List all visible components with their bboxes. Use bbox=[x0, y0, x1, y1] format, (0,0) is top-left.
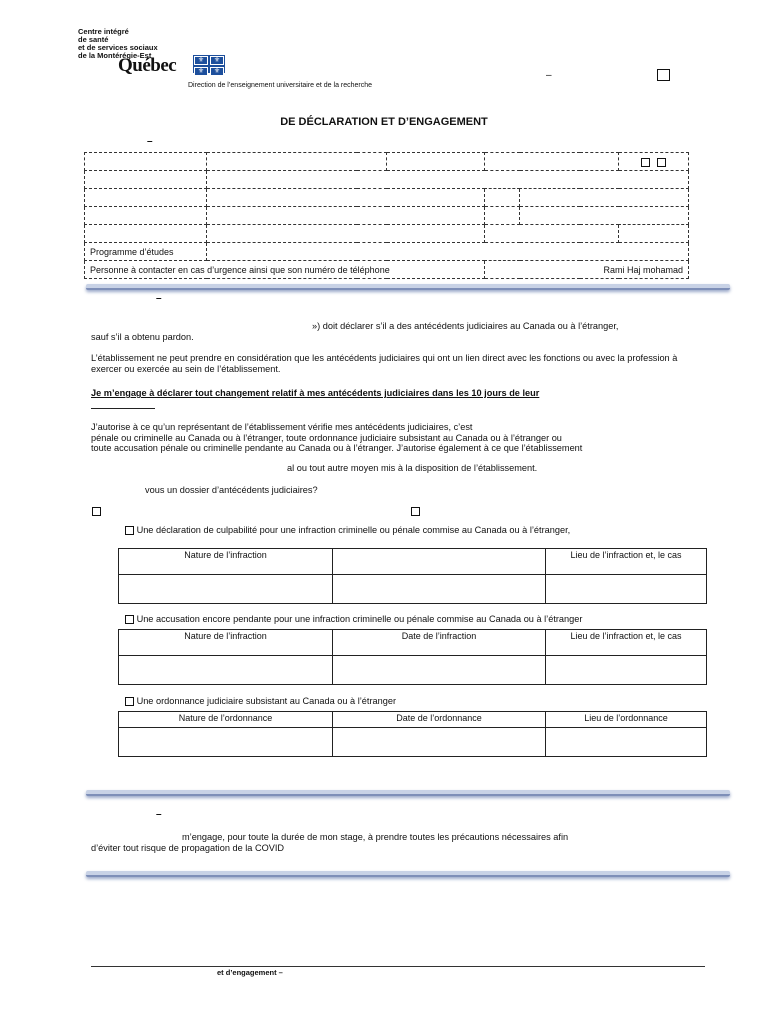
option-checkbox[interactable] bbox=[125, 615, 134, 624]
option-checkbox[interactable] bbox=[125, 526, 134, 535]
option-checkbox[interactable] bbox=[657, 158, 666, 167]
info-cell[interactable] bbox=[207, 207, 485, 225]
student-info-table bbox=[84, 152, 689, 279]
table-cell[interactable] bbox=[119, 575, 333, 604]
option-checkbox[interactable] bbox=[125, 697, 134, 706]
paragraph-text: pénale ou criminelle au Canada ou à l’étranger, toute ordonnance judiciaire subsistant au Canada ou à l’étranger ou bbox=[91, 433, 562, 443]
info-cell[interactable] bbox=[485, 153, 619, 171]
paragraph-text: d’éviter tout risque de propagation de la COVID bbox=[91, 843, 285, 853]
table-cell[interactable] bbox=[119, 656, 333, 685]
section-divider bbox=[86, 790, 730, 796]
info-cell[interactable] bbox=[85, 189, 207, 207]
column-header: Date de l’infraction bbox=[333, 630, 546, 656]
urgence-label: Personne à contacter en cas d’urgence ainsi que son numéro de téléphone bbox=[85, 261, 485, 279]
option-row bbox=[125, 614, 725, 625]
table-cell[interactable] bbox=[546, 728, 707, 757]
section-divider bbox=[86, 871, 730, 877]
option-row bbox=[125, 696, 725, 707]
column-header: Lieu de l’infraction et, le cas bbox=[546, 549, 707, 575]
section2-dash: – bbox=[156, 293, 162, 304]
info-cell[interactable] bbox=[85, 207, 207, 225]
section-divider bbox=[86, 284, 730, 290]
info-cell[interactable] bbox=[207, 153, 387, 171]
programme-field[interactable] bbox=[207, 243, 689, 261]
org-line: Centre intégré bbox=[78, 27, 129, 36]
quebec-flag-icon: ⚜ ⚜ ⚜ ⚜ bbox=[193, 55, 225, 73]
option-label: Une accusation encore pendante pour une infraction criminelle ou pénale commise au Canada ou à l’étranger bbox=[136, 614, 583, 624]
column-header: Date de l’ordonnance bbox=[333, 712, 546, 728]
table-cell[interactable] bbox=[333, 728, 546, 757]
org-line: et de services sociaux bbox=[78, 43, 158, 52]
column-header: Nature de l’ordonnance bbox=[119, 712, 333, 728]
paragraph-text: toute accusation pénale ou criminelle pendante au Canada ou à l’étranger. J’autorise également à ce que l’établissement bbox=[91, 443, 583, 453]
answer-checkbox[interactable] bbox=[411, 507, 420, 516]
info-cell-checkboxes bbox=[619, 153, 689, 171]
paragraph-text: al ou tout autre moyen mis à la disposition de l’établissement. bbox=[287, 463, 538, 473]
info-cell[interactable] bbox=[85, 225, 207, 243]
column-header: Nature de l’infraction bbox=[119, 549, 333, 575]
underline-blank bbox=[91, 408, 155, 409]
info-cell[interactable] bbox=[520, 207, 689, 225]
info-cell[interactable] bbox=[520, 189, 689, 207]
info-cell[interactable] bbox=[85, 153, 207, 171]
paragraph-text: ») doit déclarer s’il a des antécédents judiciaires au Canada ou à l’étranger, bbox=[312, 321, 619, 331]
table-cell[interactable] bbox=[546, 656, 707, 685]
section3-dash: – bbox=[156, 809, 162, 820]
footer-rule bbox=[91, 966, 705, 967]
info-cell[interactable] bbox=[85, 171, 207, 189]
info-cell[interactable] bbox=[485, 189, 520, 207]
page-title: DE DÉCLARATION ET D’ENGAGEMENT bbox=[280, 116, 488, 128]
infraction-table-2 bbox=[118, 629, 707, 685]
column-header: Nature de l’infraction bbox=[119, 630, 333, 656]
header-checkbox[interactable] bbox=[657, 69, 670, 81]
header-dash: – bbox=[546, 70, 552, 81]
ordonnance-table bbox=[118, 711, 707, 757]
quebec-wordmark: Québec bbox=[118, 55, 177, 76]
paragraph-text: J’autorise à ce qu’un représentant de l’établissement vérifie mes antécédents judiciaires, c’est bbox=[91, 422, 473, 432]
paragraph-text: sauf s’il a obtenu pardon. bbox=[91, 332, 194, 342]
table-cell[interactable] bbox=[333, 575, 546, 604]
org-line: de santé bbox=[78, 35, 109, 44]
urgence-value[interactable]: Rami Haj mohamad bbox=[485, 261, 689, 279]
info-cell[interactable] bbox=[619, 225, 689, 243]
question-text: vous un dossier d’antécédents judiciaires? bbox=[145, 485, 318, 495]
option-label: Une ordonnance judiciaire subsistant au Canada ou à l’étranger bbox=[136, 696, 397, 706]
paragraph-text: L’établissement ne peut prendre en considération que les antécédents judiciaires qui ont un lien direct avec les fonctions ou avec la profession à exercer ou exercée au sein de l’établissement. bbox=[91, 353, 678, 374]
direction-label: Direction de l’enseignement universitaire et de la recherche bbox=[188, 82, 373, 89]
table-cell[interactable] bbox=[119, 728, 333, 757]
option-checkbox[interactable] bbox=[641, 158, 650, 167]
option-row bbox=[125, 525, 725, 536]
section1-dash: – bbox=[147, 136, 153, 147]
info-cell[interactable] bbox=[485, 207, 520, 225]
info-cell[interactable] bbox=[387, 153, 485, 171]
table-cell[interactable] bbox=[333, 656, 546, 685]
table-cell[interactable] bbox=[546, 575, 707, 604]
infraction-table-1 bbox=[118, 548, 707, 604]
answer-checkbox[interactable] bbox=[92, 507, 101, 516]
column-header bbox=[333, 549, 546, 575]
column-header: Lieu de l’ordonnance bbox=[546, 712, 707, 728]
info-cell[interactable] bbox=[207, 171, 689, 189]
footer-text: et d’engagement – bbox=[217, 968, 283, 977]
info-cell[interactable] bbox=[485, 225, 619, 243]
engagement-statement: Je m’engage à déclarer tout changement relatif à mes antécédents judiciaires dans les 10 jours de leur bbox=[91, 388, 540, 398]
option-label: Une déclaration de culpabilité pour une infraction criminelle ou pénale commise au Canada ou à l’étranger, bbox=[136, 525, 571, 535]
column-header: Lieu de l’infraction et, le cas bbox=[546, 630, 707, 656]
paragraph-text: m’engage, pour toute la durée de mon stage, à prendre toutes les précautions nécessaires afin bbox=[182, 832, 569, 842]
info-cell[interactable] bbox=[207, 189, 485, 207]
org-line: de la Montérégie-Est bbox=[78, 51, 152, 60]
info-cell[interactable] bbox=[207, 225, 485, 243]
programme-label: Programme d’études bbox=[85, 243, 207, 261]
